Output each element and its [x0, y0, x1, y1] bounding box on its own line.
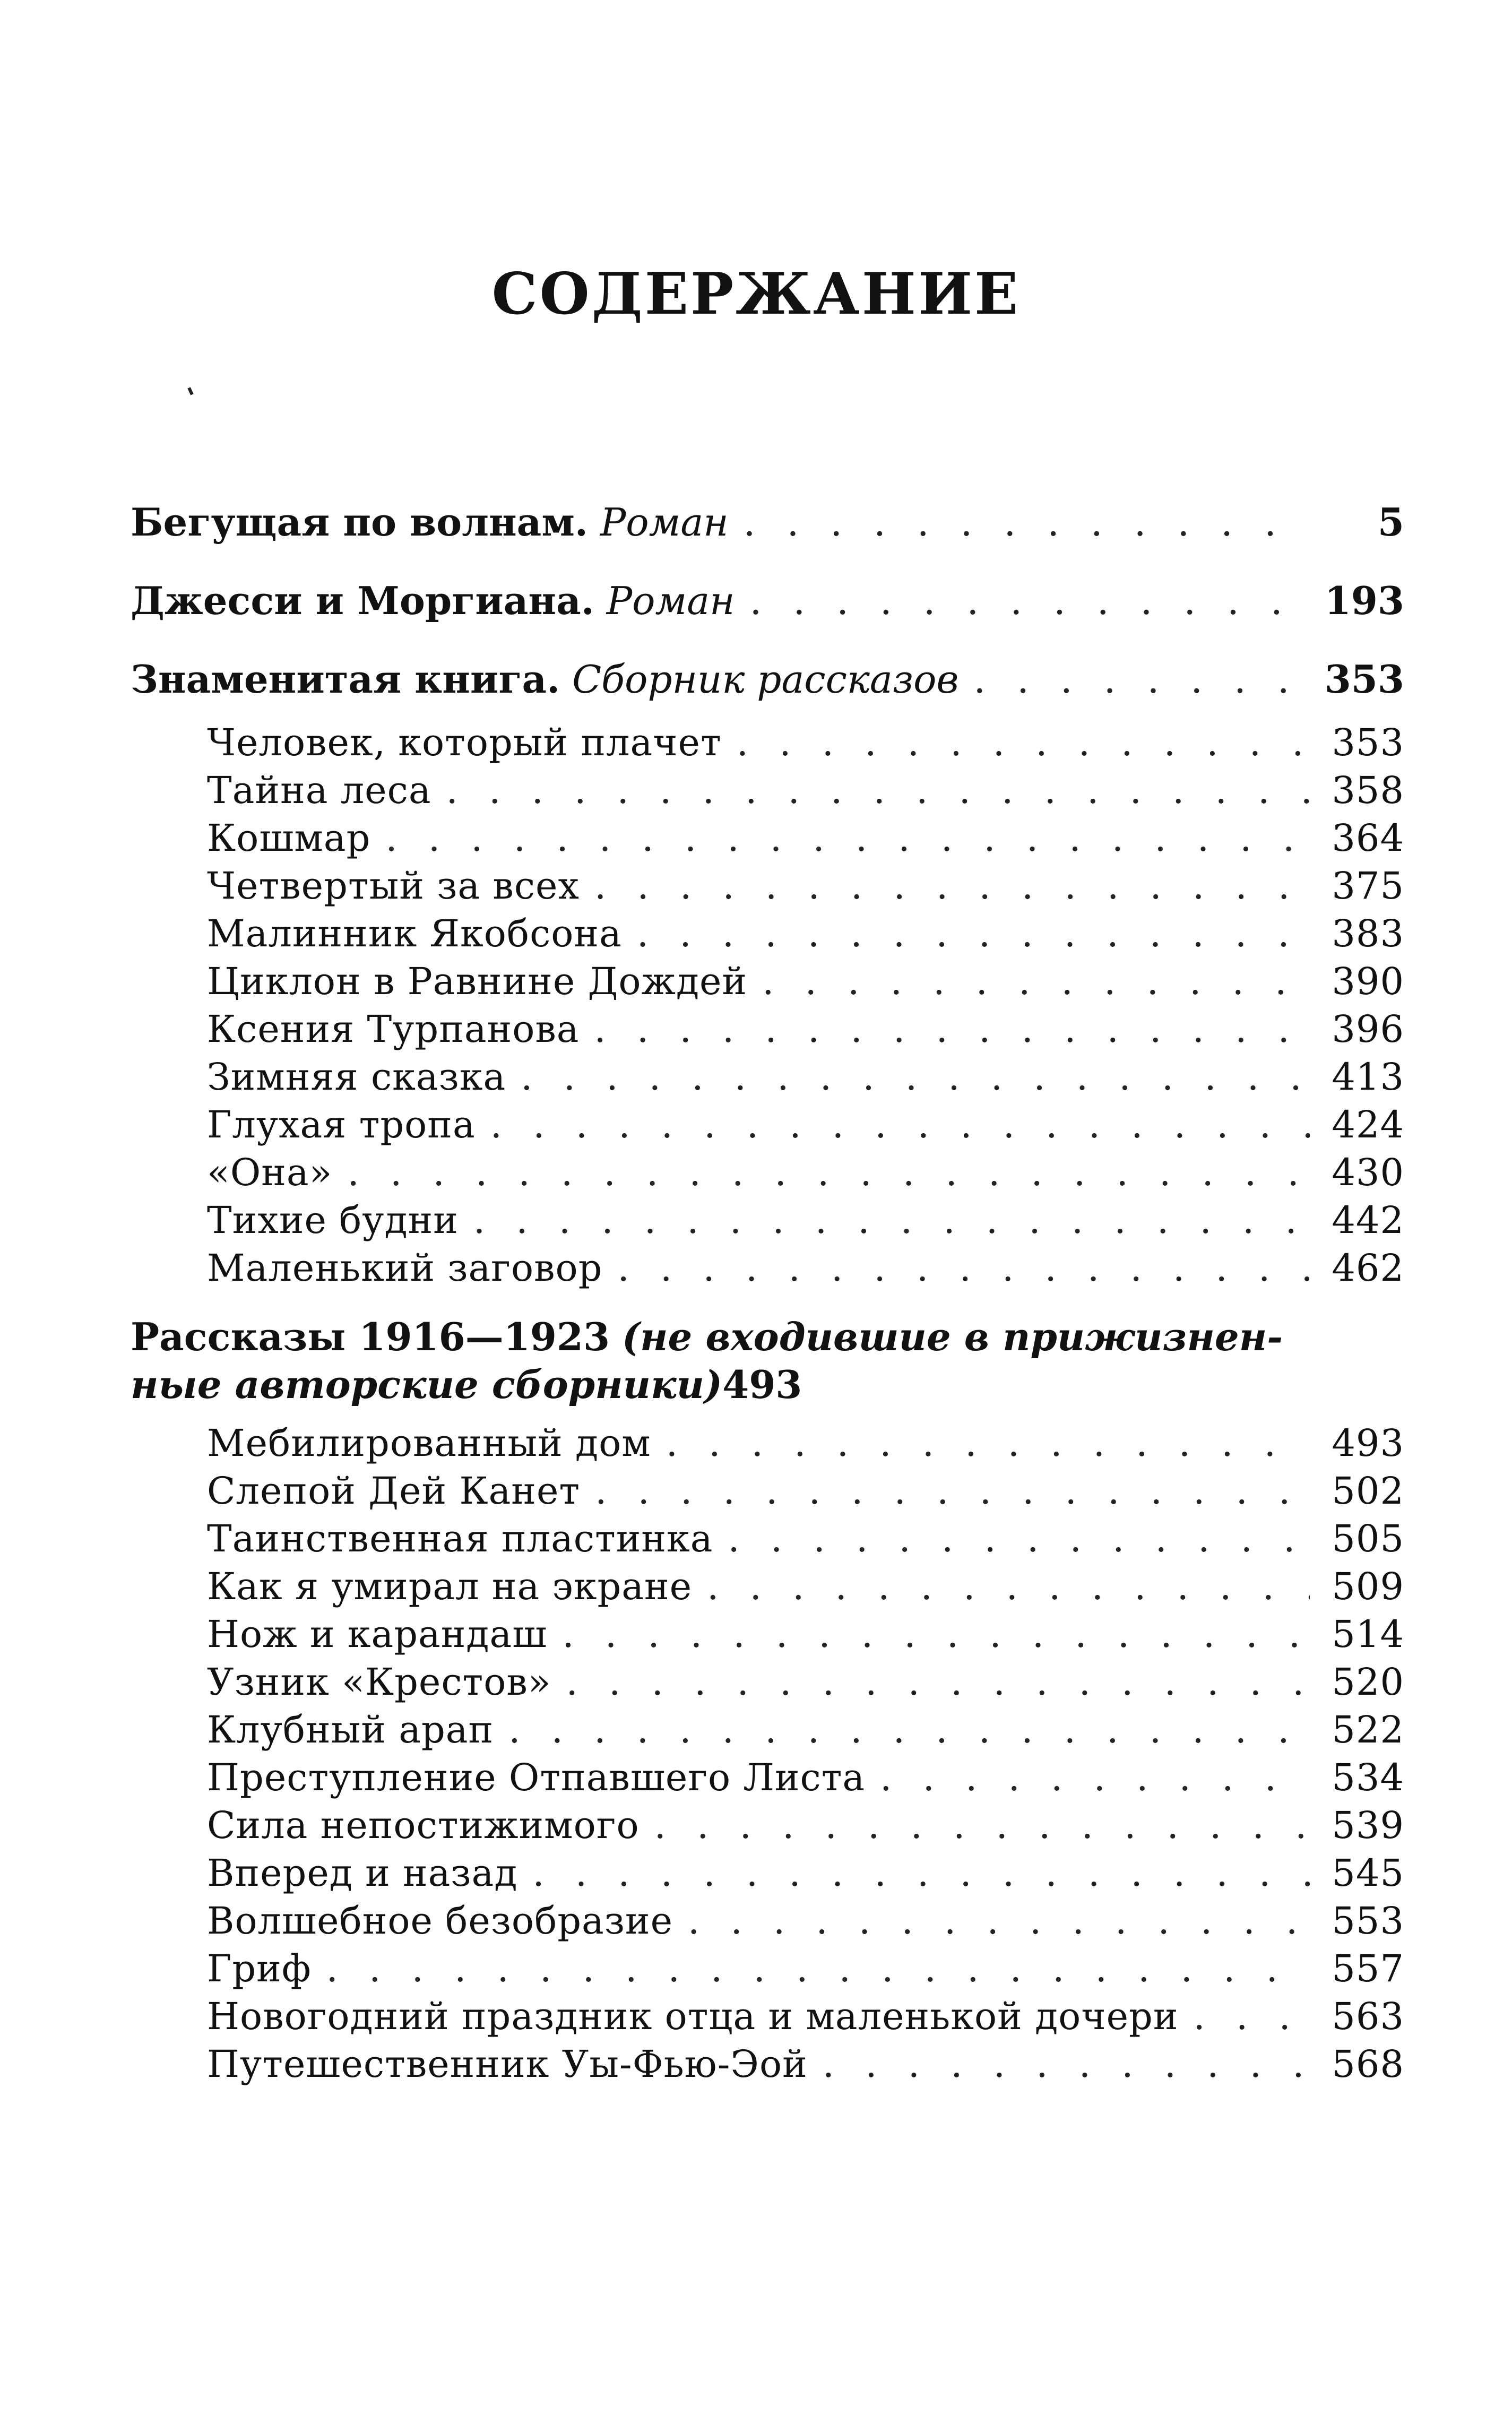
toc-item[interactable] — [131, 1610, 1404, 1658]
toc-item-title: Циклон в Равнине Дождей — [207, 960, 748, 1003]
toc-item-title: Четвертый за всех — [207, 864, 580, 908]
toc-page-number: 502 — [1332, 1469, 1404, 1513]
toc-page-number: 493 — [722, 1362, 802, 1407]
dot-leader — [762, 957, 1310, 1005]
toc-page-number: 353 — [1324, 657, 1404, 702]
toc-page-number: 563 — [1332, 1995, 1404, 2038]
dot-leader — [750, 562, 1310, 640]
dot-leader — [326, 1945, 1310, 1992]
toc-item[interactable] — [131, 1563, 1404, 1610]
toc-page-number: 534 — [1332, 1756, 1404, 1799]
toc-item-title: Слепой Дей Канет — [207, 1469, 581, 1513]
toc-page-number: 430 — [1332, 1151, 1404, 1194]
toc-section-subtitle-cont: ные авторские сборники) — [131, 1362, 723, 1407]
toc-item-title: «Она» — [207, 1151, 333, 1194]
dot-leader — [688, 1897, 1310, 1945]
toc-item-title: Тайна леса — [207, 769, 431, 812]
toc-item[interactable] — [131, 1419, 1404, 1467]
toc-item-title: Вперед и назад — [207, 1851, 518, 1895]
toc-item-title: Узник «Крестов» — [207, 1660, 551, 1704]
toc-item-title: Преступление Отпавшего Листа — [207, 1756, 866, 1799]
toc-item-title: Зимняя сказка — [207, 1055, 506, 1099]
toc-page-number: 522 — [1332, 1708, 1404, 1752]
toc-item[interactable] — [131, 1101, 1404, 1149]
toc-page-number: 493 — [1332, 1421, 1404, 1465]
toc-item-title: Ксения Турпанова — [207, 1007, 580, 1051]
toc-page-number: 193 — [1324, 578, 1404, 623]
dot-leader — [594, 1005, 1310, 1053]
toc-item-title: Мебилированный дом — [207, 1421, 651, 1465]
toc-page-number: 353 — [1332, 721, 1404, 764]
dot-leader — [490, 1101, 1310, 1149]
dot-leader — [446, 766, 1310, 814]
toc-page-number: 5 — [1377, 499, 1404, 545]
toc-item[interactable] — [131, 1053, 1404, 1101]
toc-section-second-line — [131, 1361, 1404, 1409]
dot-leader — [594, 862, 1310, 910]
toc-item-title: Малинник Якобсона — [207, 912, 622, 955]
dot-leader — [508, 1706, 1310, 1754]
toc-item-title: Кошмар — [207, 816, 371, 860]
toc-item-title: Сила непостижимого — [207, 1804, 640, 1847]
toc-item[interactable] — [131, 766, 1404, 814]
toc-section-title: Бегущая по волнам. — [131, 499, 588, 545]
dot-leader — [1194, 1992, 1310, 2040]
toc-item-title: Таинственная пластинка — [207, 1517, 713, 1560]
toc-section-title: Знаменитая книга. — [131, 657, 560, 702]
toc-section-subtitle: Сборник рассказов — [572, 657, 959, 702]
toc-page-number: 568 — [1332, 2042, 1404, 2086]
ink-speck — [187, 387, 193, 395]
dot-leader — [473, 1196, 1310, 1244]
dot-leader — [728, 1515, 1310, 1563]
dot-leader — [532, 1849, 1310, 1897]
toc-section-label — [131, 640, 958, 719]
toc-section-label — [131, 483, 729, 562]
toc-section-subtitle: Роман — [606, 579, 735, 623]
toc-page-number: 390 — [1332, 960, 1404, 1003]
table-of-contents — [131, 483, 1404, 2088]
toc-item[interactable] — [131, 1515, 1404, 1563]
toc-page-number: 424 — [1332, 1103, 1404, 1146]
toc-item[interactable] — [131, 814, 1404, 862]
toc-item[interactable] — [131, 1992, 1404, 2040]
dot-leader — [707, 1563, 1310, 1610]
toc-item[interactable] — [131, 1244, 1404, 1292]
toc-section-subtitle: Роман — [600, 500, 729, 545]
toc-page-number: 505 — [1332, 1517, 1404, 1560]
toc-item[interactable] — [131, 1849, 1404, 1897]
toc-item[interactable] — [131, 1897, 1404, 1945]
toc-item[interactable] — [131, 957, 1404, 1005]
dot-leader — [973, 640, 1309, 719]
dot-leader — [562, 1610, 1310, 1658]
toc-item[interactable] — [131, 1945, 1404, 1992]
toc-item-title: Волшебное безобразие — [207, 1899, 673, 1943]
toc-item-title: Новогодний праздник отца и маленькой дочери — [207, 1995, 1179, 2038]
toc-item[interactable] — [131, 910, 1404, 957]
toc-section-4[interactable] — [131, 1313, 1404, 1409]
toc-section-label — [131, 562, 735, 640]
toc-item[interactable] — [131, 1467, 1404, 1515]
toc-item[interactable] — [131, 1754, 1404, 1801]
toc-section-1[interactable] — [131, 483, 1404, 562]
toc-page-number: 358 — [1332, 769, 1404, 812]
toc-section-2[interactable] — [131, 562, 1404, 640]
dot-leader — [637, 910, 1310, 957]
toc-page-number: 509 — [1332, 1565, 1404, 1608]
toc-page-number: 442 — [1332, 1198, 1404, 1242]
toc-item-title: Тихие будни — [207, 1198, 459, 1242]
toc-item[interactable] — [131, 2040, 1404, 2088]
dot-leader — [521, 1053, 1310, 1101]
toc-page-number: 364 — [1332, 816, 1404, 860]
toc-section-first-line — [131, 1313, 1404, 1361]
toc-item[interactable] — [131, 1706, 1404, 1754]
dot-leader — [737, 719, 1310, 766]
toc-item-title: Путешественник Уы-Фью-Эой — [207, 2042, 808, 2086]
toc-item-title: Клубный арап — [207, 1708, 494, 1752]
toc-item-title: Глухая тропа — [207, 1103, 476, 1146]
toc-item[interactable] — [131, 719, 1404, 766]
toc-item[interactable] — [131, 1005, 1404, 1053]
toc-item-title: Человек, который плачет — [207, 721, 722, 764]
toc-page-number: 413 — [1332, 1055, 1404, 1099]
toc-section-title: Джесси и Моргиана. — [131, 578, 594, 623]
dot-leader — [347, 1149, 1310, 1196]
toc-item[interactable] — [131, 1801, 1404, 1849]
toc-item-title: Как я умирал на экране — [207, 1565, 693, 1608]
toc-page-number: 383 — [1332, 912, 1404, 955]
dot-leader — [880, 1754, 1310, 1801]
toc-page-number: 545 — [1332, 1851, 1404, 1895]
toc-section-title: Рассказы 1916—1923 — [131, 1314, 610, 1359]
dot-leader — [666, 1419, 1310, 1467]
toc-page-number: 462 — [1332, 1246, 1404, 1290]
dot-leader — [595, 1467, 1310, 1515]
dot-leader — [617, 1244, 1310, 1292]
toc-item[interactable] — [131, 1196, 1404, 1244]
toc-item-title: Маленький заговор — [207, 1246, 603, 1290]
toc-page-number: 514 — [1332, 1612, 1404, 1656]
dot-leader — [744, 483, 1310, 562]
toc-item-title: Нож и карандаш — [207, 1612, 548, 1656]
page-title: СОДЕРЖАНИЕ — [491, 261, 1021, 327]
toc-item[interactable] — [131, 1658, 1404, 1706]
toc-page-number: 375 — [1332, 864, 1404, 908]
toc-page-number: 520 — [1332, 1660, 1404, 1704]
toc-item[interactable] — [131, 862, 1404, 910]
dot-leader — [385, 814, 1310, 862]
dot-leader — [654, 1801, 1310, 1849]
toc-section-3[interactable] — [131, 640, 1404, 719]
toc-item[interactable] — [131, 1149, 1404, 1196]
dot-leader — [823, 2040, 1310, 2088]
toc-page-number: 396 — [1332, 1007, 1404, 1051]
toc-page-number: 539 — [1332, 1804, 1404, 1847]
toc-page-number: 553 — [1332, 1899, 1404, 1943]
toc-section-subtitle: (не входившие в прижизнен- — [621, 1314, 1283, 1359]
toc-item-title: Гриф — [207, 1947, 312, 1990]
dot-leader — [566, 1658, 1310, 1706]
toc-page-number: 557 — [1332, 1947, 1404, 1990]
